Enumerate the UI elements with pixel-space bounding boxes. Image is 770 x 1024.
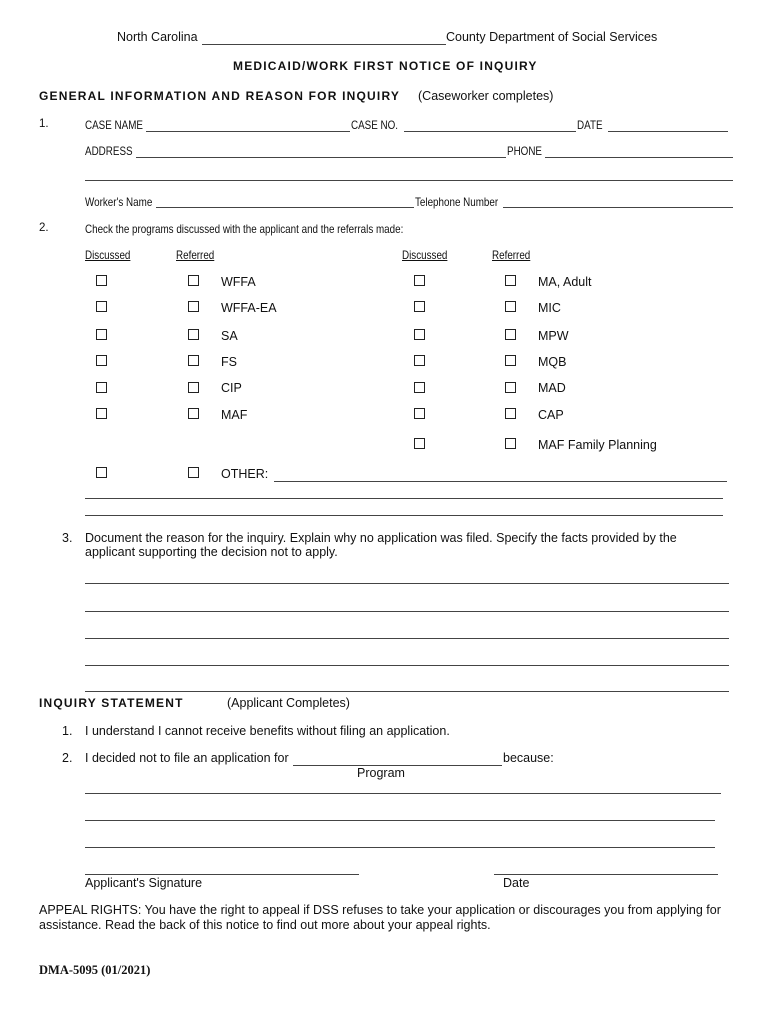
col-referred-left: Referred	[176, 248, 215, 262]
other-field-line-3[interactable]	[85, 515, 723, 516]
program-cip: CIP	[221, 381, 242, 395]
other-referred-checkbox[interactable]	[188, 467, 199, 478]
phone-field[interactable]	[545, 157, 733, 158]
mqb-referred-checkbox[interactable]	[505, 355, 516, 366]
reason-line-1[interactable]	[85, 583, 729, 584]
mic-referred-checkbox[interactable]	[505, 301, 516, 312]
program-mqb: MQB	[538, 355, 567, 369]
maf-discussed-checkbox[interactable]	[96, 408, 107, 419]
mad-referred-checkbox[interactable]	[505, 382, 516, 393]
because-line-3[interactable]	[85, 847, 715, 848]
case-name-label: CASE NAME	[85, 118, 143, 132]
item-3-text-line-2: applicant supporting the decision not to apply.	[85, 545, 338, 559]
wffa-referred-checkbox[interactable]	[188, 275, 199, 286]
program-sa: SA	[221, 329, 238, 343]
mpw-discussed-checkbox[interactable]	[414, 329, 425, 340]
reason-line-3[interactable]	[85, 638, 729, 639]
wffa-ea-referred-checkbox[interactable]	[188, 301, 199, 312]
cip-discussed-checkbox[interactable]	[96, 382, 107, 393]
because-line-1[interactable]	[85, 793, 721, 794]
program-caption: Program	[357, 766, 405, 780]
inquiry-item-2-prefix: I decided not to file an application for	[85, 751, 289, 765]
program-cap: CAP	[538, 408, 564, 422]
program-wffa-ea: WFFA-EA	[221, 301, 277, 315]
col-discussed-right: Discussed	[402, 248, 448, 262]
reason-line-4[interactable]	[85, 665, 729, 666]
maf-family-planning-discussed-checkbox[interactable]	[414, 438, 425, 449]
worker-name-label: Worker's Name	[85, 195, 153, 209]
because-line-2[interactable]	[85, 820, 715, 821]
case-no-label: CASE NO.	[351, 118, 399, 132]
phone-label: PHONE	[507, 144, 543, 158]
address-extra-field[interactable]	[85, 180, 733, 181]
fs-referred-checkbox[interactable]	[188, 355, 199, 366]
program-mad: MAD	[538, 381, 566, 395]
other-field[interactable]	[274, 481, 727, 482]
general-info-heading: GENERAL INFORMATION AND REASON FOR INQUIRY	[39, 89, 401, 103]
mad-discussed-checkbox[interactable]	[414, 382, 425, 393]
col-discussed-left: Discussed	[85, 248, 131, 262]
applicant-signature-field[interactable]	[85, 874, 359, 875]
other-field-line-2[interactable]	[85, 498, 723, 499]
address-label: ADDRESS	[85, 144, 133, 158]
program-ma-adult: MA, Adult	[538, 275, 592, 289]
ma-adult-referred-checkbox[interactable]	[505, 275, 516, 286]
fs-discussed-checkbox[interactable]	[96, 355, 107, 366]
telephone-label: Telephone Number	[415, 195, 499, 209]
general-info-note: (Caseworker completes)	[418, 89, 554, 103]
form-title: MEDICAID/WORK FIRST NOTICE OF INQUIRY	[233, 59, 538, 73]
item-3-text-line-1: Document the reason for the inquiry. Explain why no application was filed. Specify the facts provided by the	[85, 531, 677, 545]
reason-line-2[interactable]	[85, 611, 729, 612]
inquiry-item-2-suffix: because:	[503, 751, 554, 765]
mqb-discussed-checkbox[interactable]	[414, 355, 425, 366]
county-name-field[interactable]	[202, 44, 446, 45]
signature-date-label: Date	[503, 876, 530, 890]
item-2-number: 2.	[39, 222, 49, 234]
sa-referred-checkbox[interactable]	[188, 329, 199, 340]
program-fs: FS	[221, 355, 237, 369]
item-3-number: 3.	[62, 531, 73, 545]
telephone-field[interactable]	[503, 207, 733, 208]
item-1-number: 1.	[39, 118, 49, 130]
date-label: DATE	[577, 118, 603, 132]
program-mic: MIC	[538, 301, 561, 315]
mpw-referred-checkbox[interactable]	[505, 329, 516, 340]
maf-family-planning-referred-checkbox[interactable]	[505, 438, 516, 449]
case-name-field[interactable]	[146, 131, 350, 132]
appeal-rights-line-2: assistance. Read the back of this notice to find out more about your appeal rights.	[39, 918, 491, 932]
cap-referred-checkbox[interactable]	[505, 408, 516, 419]
program-maf-family-planning: MAF Family Planning	[538, 438, 657, 452]
program-maf: MAF	[221, 408, 248, 422]
ma-adult-discussed-checkbox[interactable]	[414, 275, 425, 286]
worker-name-field[interactable]	[156, 207, 414, 208]
other-label: OTHER:	[221, 467, 269, 481]
reason-line-5[interactable]	[85, 691, 729, 692]
signature-date-field[interactable]	[494, 874, 718, 875]
cap-discussed-checkbox[interactable]	[414, 408, 425, 419]
case-no-field[interactable]	[404, 131, 576, 132]
inquiry-item-1-text: I understand I cannot receive benefits without filing an application.	[85, 724, 450, 738]
inquiry-item-1-number: 1.	[62, 724, 73, 738]
appeal-rights-line-1: APPEAL RIGHTS: You have the right to appeal if DSS refuses to take your application or discourages you from applying for	[39, 903, 721, 917]
col-referred-right: Referred	[492, 248, 531, 262]
program-wffa: WFFA	[221, 275, 256, 289]
maf-referred-checkbox[interactable]	[188, 408, 199, 419]
mic-discussed-checkbox[interactable]	[414, 301, 425, 312]
date-field[interactable]	[608, 131, 728, 132]
applicant-signature-label: Applicant's Signature	[85, 876, 203, 890]
cip-referred-checkbox[interactable]	[188, 382, 199, 393]
program-mpw: MPW	[538, 329, 569, 343]
sa-discussed-checkbox[interactable]	[96, 329, 107, 340]
inquiry-statement-heading: INQUIRY STATEMENT	[39, 696, 184, 710]
state-label: North Carolina	[117, 30, 198, 44]
inquiry-item-2-number: 2.	[62, 751, 73, 765]
wffa-ea-discussed-checkbox[interactable]	[96, 301, 107, 312]
other-discussed-checkbox[interactable]	[96, 467, 107, 478]
programs-instruction: Check the programs discussed with the applicant and the referrals made:	[85, 222, 404, 236]
inquiry-statement-note: (Applicant Completes)	[227, 696, 350, 710]
form-number: DMA-5095 (01/2021)	[39, 963, 151, 977]
county-department-label: County Department of Social Services	[446, 30, 658, 44]
address-field[interactable]	[136, 157, 506, 158]
wffa-discussed-checkbox[interactable]	[96, 275, 107, 286]
